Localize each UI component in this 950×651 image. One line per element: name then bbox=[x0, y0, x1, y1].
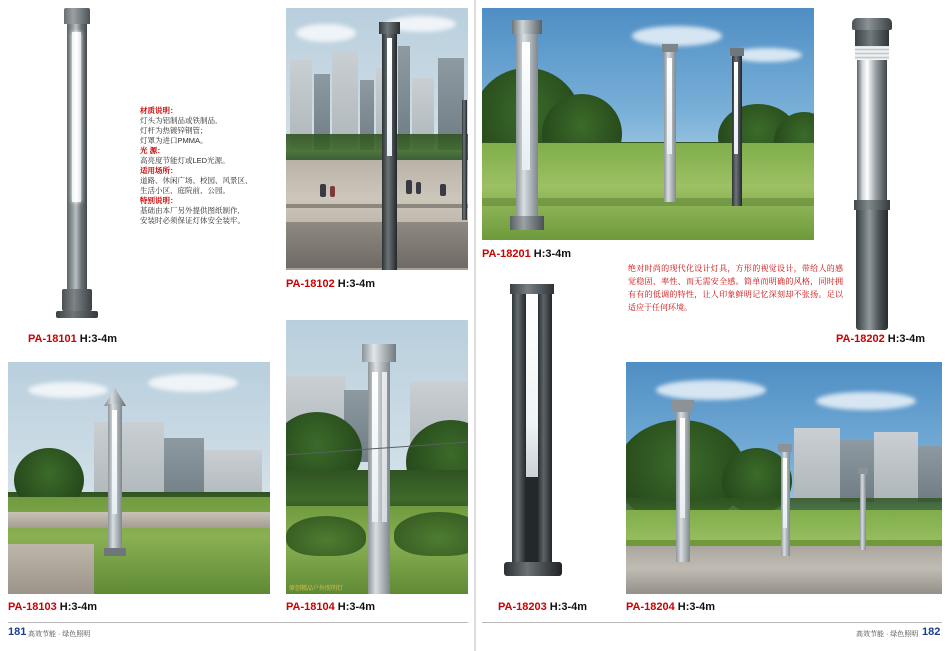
lamp-foot bbox=[56, 311, 98, 318]
spec-line: 灯头为铝制品或铁制品, bbox=[140, 116, 218, 125]
product-height: H:3-4m bbox=[677, 601, 716, 613]
product-code: PA-18202 bbox=[836, 333, 885, 345]
spec-line: 灯杆为热镀锌钢管； bbox=[140, 126, 208, 135]
lamp-neck bbox=[855, 30, 889, 46]
lamp-band bbox=[854, 200, 890, 210]
product-code: PA-18201 bbox=[482, 248, 531, 260]
spec-line: 光 源： bbox=[140, 146, 165, 155]
product-description-text: 绝对时尚的现代化设计灯具，方形的视觉设计，带给人的感觉稳固、率性、而无需安全感。简单而明确的风格，同时拥有有的低调的特性，让人印象鲜明记忆深刻却不张扬。足以适应于任何环境。 bbox=[628, 264, 843, 312]
lamp-top bbox=[510, 284, 554, 294]
product-code: PA-18104 bbox=[286, 601, 335, 613]
lamp-base bbox=[62, 289, 92, 311]
product-height: H:3-4m bbox=[337, 278, 376, 290]
caption-pa18102 bbox=[286, 278, 375, 290]
footer-text-left: 高效节能 · 绿色照明 bbox=[28, 631, 91, 638]
product-code: PA-18204 bbox=[626, 601, 675, 613]
product-height: H:3-4m bbox=[887, 333, 926, 345]
caption-pa18104 bbox=[286, 601, 375, 613]
product-height: H:3-4m bbox=[79, 333, 118, 345]
caption-pa18203 bbox=[498, 601, 587, 613]
lamp-cap bbox=[852, 18, 892, 30]
spec-line: 材质说明： bbox=[140, 106, 178, 115]
product-code: PA-18103 bbox=[8, 601, 57, 613]
product-illustration-pa18203 bbox=[496, 278, 586, 588]
product-height: H:3-4m bbox=[59, 601, 98, 613]
spec-line: 基础由本厂另外提供图纸制作, bbox=[140, 206, 240, 215]
page-number-left: 181 bbox=[8, 626, 27, 638]
product-illustration-pa18202 bbox=[838, 8, 908, 333]
spec-line: 安装时必须保证灯体安全装牢。 bbox=[140, 216, 245, 225]
page-spine bbox=[474, 0, 476, 651]
spec-line: 适用场所： bbox=[140, 166, 178, 175]
spec-line: 高亮度节能灯或LED光源。 bbox=[140, 156, 230, 165]
product-code: PA-18101 bbox=[28, 333, 77, 345]
lamp-light-tube bbox=[857, 60, 887, 200]
lamp-lower-pole bbox=[856, 210, 888, 330]
product-height: H:3-4m bbox=[337, 601, 376, 613]
caption-pa18101 bbox=[28, 333, 117, 345]
lamp-left-post bbox=[512, 294, 526, 562]
photo-pa18201 bbox=[482, 8, 814, 240]
photo-pa18104 bbox=[286, 320, 468, 594]
footer-divider-right bbox=[482, 622, 942, 623]
caption-pa18202 bbox=[836, 333, 925, 345]
product-height: H:3-4m bbox=[549, 601, 588, 613]
footer-divider-left bbox=[8, 622, 468, 623]
lamp-slot-lower bbox=[526, 477, 538, 562]
product-code: PA-18102 bbox=[286, 278, 335, 290]
lamp-light-slot bbox=[526, 302, 538, 477]
lamp-head bbox=[64, 8, 90, 24]
lamp-louver-ring bbox=[855, 46, 889, 60]
spec-text-block bbox=[140, 106, 290, 226]
spec-line: 道路、休闲广场、校园、风景区、 bbox=[140, 176, 253, 185]
spec-line: 生活小区、庭院前、公园。 bbox=[140, 186, 230, 195]
lamp-light-strip bbox=[72, 32, 81, 202]
spec-line: 特别说明： bbox=[140, 196, 178, 205]
caption-pa18103 bbox=[8, 601, 97, 613]
caption-pa18201 bbox=[482, 248, 571, 260]
lamp-right-post bbox=[538, 294, 552, 562]
product-code: PA-18203 bbox=[498, 601, 547, 613]
watermark-text: 原创精品户外照明灯 bbox=[289, 586, 344, 592]
photo-pa18102 bbox=[286, 8, 468, 270]
spec-line: 灯罩为进口PMMA。 bbox=[140, 136, 208, 145]
photo-pa18103 bbox=[8, 362, 270, 594]
page-number-right: 182 bbox=[922, 626, 941, 638]
product-height: H:3-4m bbox=[533, 248, 572, 260]
caption-pa18204 bbox=[626, 601, 715, 613]
product-illustration-pa18101 bbox=[0, 0, 160, 325]
photo-pa18204 bbox=[626, 362, 942, 594]
lamp-base bbox=[504, 562, 562, 576]
footer-text-right: 高效节能 · 绿色照明 bbox=[856, 631, 919, 638]
